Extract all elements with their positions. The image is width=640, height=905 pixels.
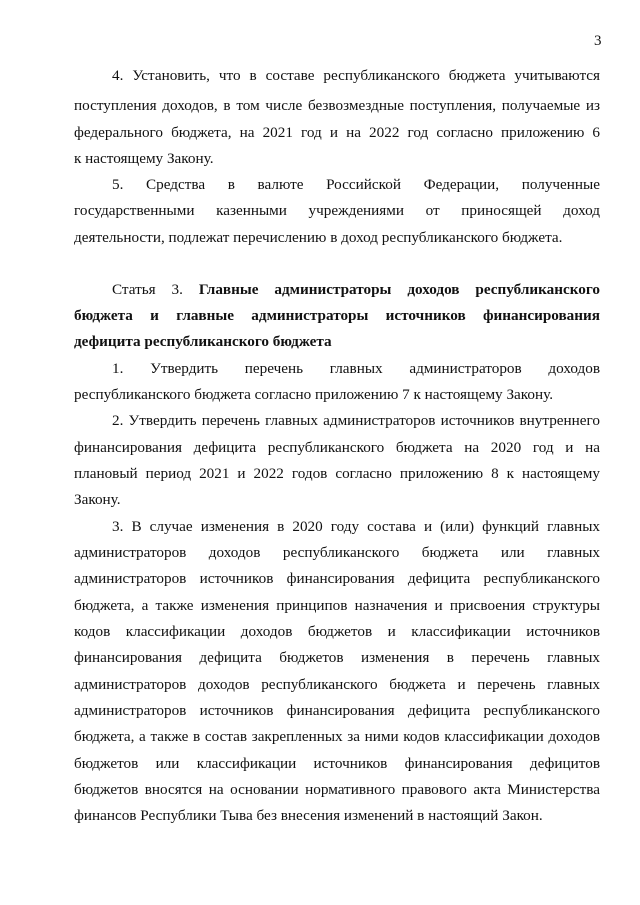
article3-heading-part-3: дефицита республиканского бюджета bbox=[74, 333, 332, 350]
item3-3-line-5: кодов классификации доходов бюджетов и классификации источников bbox=[74, 623, 600, 640]
item5-line-1: 5. Средства в валюте Российской Федерации, полученные bbox=[112, 176, 600, 193]
item3-2-line-3: плановый период 2021 и 2022 годов согласно приложению 8 к настоящему bbox=[74, 465, 600, 482]
page-number: 3 bbox=[594, 33, 602, 49]
item3-3-line-1: 3. В случае изменения в 2020 году состава и (или) функций главных bbox=[112, 518, 600, 535]
item4-line-3: федерального бюджета, на 2021 год и на 2022 год согласно приложению 6 bbox=[74, 124, 600, 141]
item3-3-line-11: бюджетов вносятся на основании нормативного правового акта Министерства bbox=[74, 781, 600, 798]
item3-3-line-12: финансов Республики Тыва без внесения изменений в настоящий Закон. bbox=[74, 807, 543, 824]
article3-heading-line-1 bbox=[112, 280, 600, 300]
item4-line-4: к настоящему Закону. bbox=[74, 150, 214, 167]
item3-2-line-1: 2. Утвердить перечень главных администраторов источников внутреннего bbox=[112, 412, 600, 429]
item3-3-line-2: администраторов доходов республиканского бюджета или главных bbox=[74, 544, 600, 561]
article3-prefix: Статья 3. bbox=[112, 281, 183, 298]
item5-line-3: деятельности, подлежат перечислению в доход республиканского бюджета. bbox=[74, 229, 563, 246]
item3-1-line-2: республиканского бюджета согласно приложению 7 к настоящему Закону. bbox=[74, 386, 553, 403]
item3-3-line-4: бюджета, а также изменения принципов назначения и присвоения структуры bbox=[74, 597, 600, 614]
item3-2-line-2: финансирования дефицита республиканского бюджета на 2020 год и на bbox=[74, 439, 600, 456]
item3-3-line-10: бюджетов или классификации источников финансирования дефицитов bbox=[74, 755, 600, 772]
item3-3-line-8: администраторов источников финансирования дефицита республиканского bbox=[74, 702, 600, 719]
item5-line-2: государственными казенными учреждениями от приносящей доход bbox=[74, 202, 600, 219]
article3-heading-line-2 bbox=[74, 306, 600, 326]
item3-1-line-1: 1. Утвердить перечень главных администраторов доходов bbox=[112, 360, 600, 377]
item3-3-line-3: администраторов источников финансирования дефицита республиканского bbox=[74, 570, 600, 587]
article3-heading-line-3 bbox=[74, 332, 600, 352]
article3-heading-part-2: бюджета и главные администраторы источников финансирования bbox=[74, 307, 600, 324]
item3-3-line-9: бюджета, а также в состав закрепленных за ними кодов классификации доходов bbox=[74, 728, 600, 745]
item4-line-2: поступления доходов, в том числе безвозмездные поступления, получаемые из bbox=[74, 97, 600, 114]
article3-heading-part-1: Главные администраторы доходов республиканского bbox=[198, 281, 600, 298]
item3-3-line-7: администраторов доходов республиканского бюджета и перечень главных bbox=[74, 676, 600, 693]
item3-3-line-6: финансирования дефицита бюджетов изменения в перечень главных bbox=[74, 649, 600, 666]
item4-line-1: 4. Установить, что в составе республиканского бюджета учитываются bbox=[112, 67, 600, 84]
item3-2-line-4: Закону. bbox=[74, 491, 121, 508]
